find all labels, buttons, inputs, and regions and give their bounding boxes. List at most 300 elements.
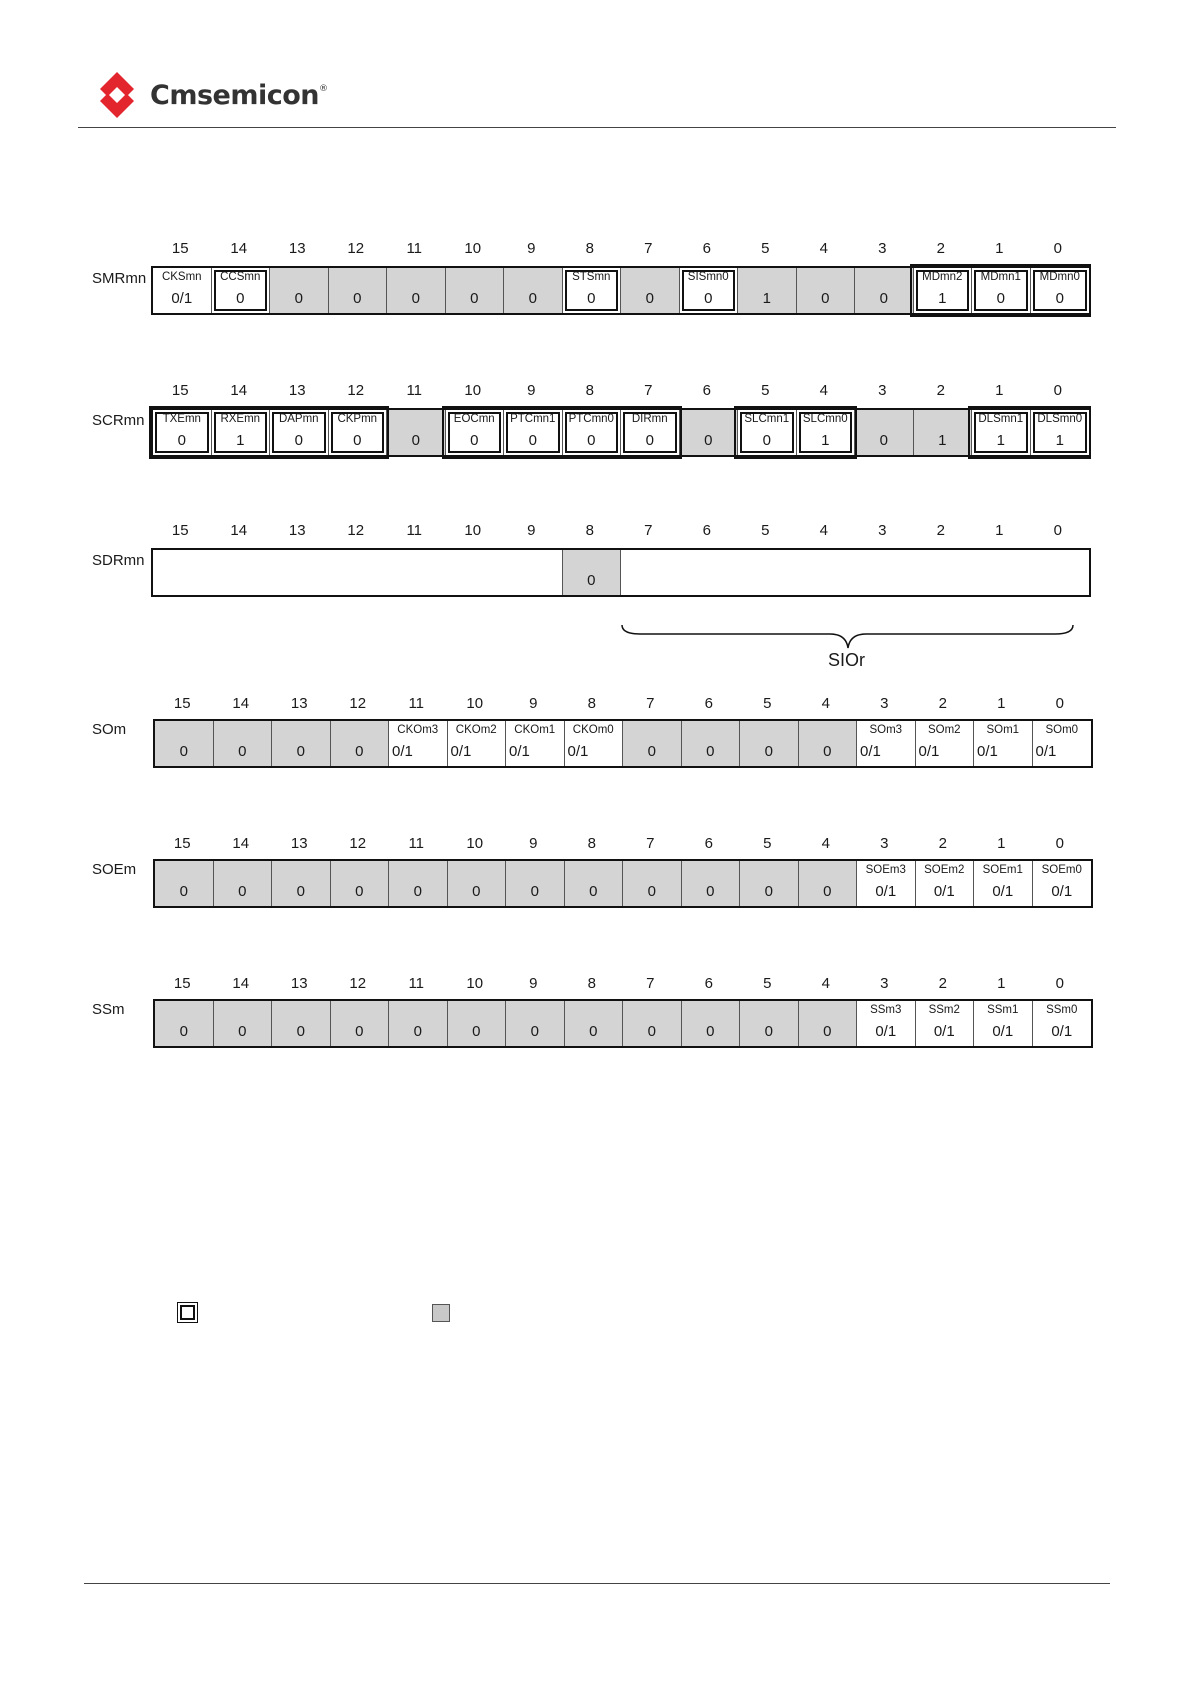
bit-number: 0 [1055,695,1064,712]
bit-value: 1 [1055,432,1064,449]
bit-value: 0/1 [567,743,589,760]
bit-som2 [916,721,975,766]
bit-value: 0 [1055,290,1064,307]
bit-ckpmn [329,410,388,455]
bit-value: 0/1 [1051,1023,1073,1040]
bit-number: 2 [936,240,945,257]
bit-number: 3 [878,382,887,399]
bit-value: 0 [177,432,186,449]
bit-number: 10 [466,975,484,992]
bit-reserved [331,861,390,906]
register-name: SOEm [92,861,137,878]
bit-reserved [387,268,446,313]
bit-label: STSmn [572,271,611,283]
bit-reserved [214,721,273,766]
bit-number: 7 [646,695,655,712]
bit-label: SLCmn1 [744,413,790,425]
bit-value: 0 [296,743,305,760]
bit-value: 0/1 [392,743,413,760]
bit-number: 10 [464,522,482,539]
bit-value: 0/1 [875,883,897,900]
bit-value: 0 [413,883,422,900]
bit-number: 7 [644,382,653,399]
bit-number: 3 [878,240,887,257]
bit-value: 0 [706,743,715,760]
bit-value: 0/1 [509,743,530,760]
bit-number: 5 [763,695,772,712]
bit-label: EOCmn [453,413,495,425]
bit-value: 0 [296,883,305,900]
bit-number: 7 [646,975,655,992]
bit-soem0 [1033,861,1092,906]
bit-sismn0 [680,268,739,313]
bit-value: 0 [238,1023,247,1040]
bit-value: 1 [821,432,830,449]
bit-reserved [504,268,563,313]
bit-number: 8 [587,835,596,852]
bit-number: 15 [173,835,191,852]
header-rule [78,127,1116,128]
bit-value: 0 [764,1023,773,1040]
bit-number: 0 [1053,240,1062,257]
bit-value: 0/1 [992,883,1014,900]
bit-label: CKPmn [337,413,378,425]
bit-label: DIRmn [631,413,668,425]
bit-label: CKOm1 [514,724,556,736]
bit-value: 0 [355,883,364,900]
bit-reserved [799,721,858,766]
bit-label: SOEm1 [982,864,1023,876]
bit-value: 0/1 [933,1023,955,1040]
bit-number: 6 [702,240,711,257]
register-name: SCRmn [92,412,145,429]
bit-value: 0/1 [171,290,193,307]
bit-reserved [329,268,388,313]
bit-number-row [151,382,1087,402]
bit-number: 1 [997,975,1006,992]
bit-number: 12 [347,522,365,539]
bit-value: 0 [823,743,832,760]
bit-value: 0 [704,432,713,449]
bit-number: 4 [819,240,828,257]
bit-number: 2 [938,975,947,992]
bit-number: 2 [938,695,947,712]
bit-cksmn [153,268,212,313]
bit-number: 11 [406,240,423,257]
bit-number: 3 [880,835,889,852]
bit-reserved [214,861,273,906]
bit-number: 6 [704,835,713,852]
bit-number: 4 [821,975,830,992]
bit-number: 9 [529,695,538,712]
brand-name: Cmsemicon® [150,80,328,111]
bit-reserved [682,861,741,906]
bit-value: 0/1 [450,743,472,760]
register-name: SSm [92,1001,125,1018]
bit-value: 0 [823,1023,832,1040]
bit-value: 0 [762,432,771,449]
bit-value: 0 [823,883,832,900]
bit-number: 8 [585,240,594,257]
bit-label: CKOm2 [455,724,497,736]
bit-number: 14 [232,695,250,712]
footer-rule [84,1583,1110,1584]
bit-number: 10 [466,835,484,852]
bit-reserved [855,410,914,455]
bit-number: 0 [1053,382,1062,399]
bit-reserved [623,721,682,766]
bit-value: 0 [179,1023,188,1040]
cmsemicon-logo-icon [92,70,142,120]
bit-value: 1 [762,290,771,307]
bit-rxemn [212,410,271,455]
bit-mdmn1 [972,268,1031,313]
bit-value: 0 [238,883,247,900]
bit-reserved [682,721,741,766]
bit-value: 0 [530,883,539,900]
legend-reserved-icon [432,1304,450,1322]
bit-number: 15 [171,240,189,257]
bit-reserved [448,861,507,906]
bit-som3 [857,721,916,766]
bit-value: 0 [472,883,481,900]
bit-number: 7 [644,240,653,257]
bit-value: 0 [413,1023,422,1040]
bit-reserved [506,861,565,906]
bit-number: 5 [763,975,772,992]
bit-value: 0 [879,432,888,449]
bit-value: 1 [996,432,1005,449]
bit-number: 3 [880,975,889,992]
bit-dlsmn1 [972,410,1031,455]
bit-value: 0 [411,432,420,449]
bit-number: 5 [763,835,772,852]
bit-number: 7 [644,522,653,539]
bit-label: SSm2 [928,1004,960,1016]
bit-ptcmn1 [504,410,563,455]
bit-reserved [272,1001,331,1046]
bit-value: 0 [706,883,715,900]
bit-txemn [153,410,212,455]
bit-number-row [153,835,1089,855]
bit-number: 1 [995,382,1004,399]
bit-label: DAPmn [278,413,319,425]
bit-value: 0 [411,290,420,307]
bit-label: MDmn0 [1039,271,1080,283]
bit-soem1 [974,861,1033,906]
bit-number: 9 [529,975,538,992]
bit-number: 15 [171,522,189,539]
bit-number: 8 [585,382,594,399]
bit-value: 0 [353,432,362,449]
bit-number: 12 [349,695,367,712]
bit-reserved [680,410,739,455]
bit-reserved [448,1001,507,1046]
bit-number: 9 [527,382,536,399]
bit-reserved [506,1001,565,1046]
bit-label: SOm3 [869,724,903,736]
bit-number: 15 [171,382,189,399]
bit-ssm2 [916,1001,975,1046]
bit-number: 15 [173,975,191,992]
bit-number: 1 [997,695,1006,712]
bit-value: 0 [764,883,773,900]
bit-label: SOEm3 [865,864,906,876]
bit-number: 1 [997,835,1006,852]
bit-number: 3 [878,522,887,539]
bit-label: PTCmn0 [568,413,614,425]
bit-value: 0 [472,1023,481,1040]
bit-ckom2 [448,721,507,766]
register-bit-row [153,999,1093,1048]
bit-value: 0 [706,1023,715,1040]
bit-reserved [565,861,624,906]
bit-reserved [740,721,799,766]
bit-label: SOEm0 [1041,864,1082,876]
bit-number: 10 [464,240,482,257]
bit-reserved [914,410,973,455]
register-name: SOm [92,721,127,738]
bit-label: SOm1 [986,724,1020,736]
register-som [0,695,1190,785]
bit-label: MDmn2 [922,271,963,283]
bit-number: 8 [587,695,596,712]
bit-number: 3 [880,695,889,712]
bit-value: 0/1 [992,1023,1014,1040]
bit-label: MDmn1 [980,271,1021,283]
bit-ckom3 [389,721,448,766]
sior-label: SIOr [828,650,866,670]
bit-value: 1 [938,432,947,449]
legend-bit-set-icon [177,1302,198,1323]
bit-eocmn [446,410,505,455]
sdr-upper-bits [153,550,563,595]
bit-label: SSm0 [1046,1004,1078,1016]
bit-number: 8 [587,975,596,992]
bit-value: 0 [589,883,598,900]
bit-label: DLSmn0 [1037,413,1083,425]
bit-label: CKSmn [161,271,202,283]
bit-reserved [797,268,856,313]
bit-label: SSm1 [987,1004,1019,1016]
bit-number: 13 [288,522,306,539]
bit-number: 12 [347,382,365,399]
bit-number: 9 [527,522,536,539]
bit-reserved [446,268,505,313]
bit-value: 0 [470,290,479,307]
bit-number: 15 [173,695,191,712]
bit-dirmn [621,410,680,455]
bit-reserved [272,721,331,766]
bit-number-row [151,522,1087,542]
bit-reserved [740,1001,799,1046]
bit-reserved [563,550,622,595]
bit-value: 0 [704,290,713,307]
page-header [0,0,1190,130]
bit-value: 0 [530,1023,539,1040]
bit-number: 8 [585,522,594,539]
bit-number: 11 [408,975,425,992]
bit-number: 6 [702,522,711,539]
bit-value: 0 [294,290,303,307]
bit-ckom0 [565,721,624,766]
bit-number: 6 [704,975,713,992]
bit-ssm3 [857,1001,916,1046]
bit-number: 4 [821,835,830,852]
bit-number: 13 [290,695,308,712]
bit-number-row [153,695,1089,715]
bit-ssm0 [1033,1001,1092,1046]
bit-value: 0 [589,1023,598,1040]
bit-number: 11 [408,695,425,712]
bit-number: 14 [232,975,250,992]
bit-number-row [153,975,1089,995]
bit-reserved [799,861,858,906]
bit-reserved [272,861,331,906]
bit-label: SOm0 [1045,724,1079,736]
register-ssm [0,975,1190,1065]
bit-number: 12 [349,835,367,852]
register-bit-row [151,266,1091,315]
bit-value: 0 [879,290,888,307]
bit-reserved [389,1001,448,1046]
bit-number: 1 [995,522,1004,539]
bit-value: 0 [821,290,830,307]
bit-value: 0/1 [977,743,998,760]
register-bit-row [153,719,1093,768]
bit-number: 11 [406,382,423,399]
bit-dapmn [270,410,329,455]
bit-value: 0 [355,743,364,760]
register-bit-row [151,408,1091,457]
bit-number: 12 [349,975,367,992]
bit-value: 0 [528,432,537,449]
bit-value: 0 [587,290,596,307]
bit-value: 0/1 [860,743,881,760]
register-name: SDRmn [92,552,145,569]
bit-value: 0 [236,290,245,307]
bit-reserved [565,1001,624,1046]
bit-number: 13 [290,835,308,852]
bit-som1 [974,721,1033,766]
bit-slcmn0 [797,410,856,455]
bit-ssm1 [974,1001,1033,1046]
bit-label: SLCmn0 [802,413,848,425]
bit-ptcmn0 [563,410,622,455]
bit-mdmn2 [914,268,973,313]
register-bit-row [151,548,1091,597]
bit-reserved [623,1001,682,1046]
register-bit-row [153,859,1093,908]
register-name: SMRmn [92,270,147,287]
bit-number: 2 [936,382,945,399]
bit-value: 0 [179,883,188,900]
bit-value: 0 [355,1023,364,1040]
bit-reserved [331,1001,390,1046]
bit-dlsmn0 [1031,410,1090,455]
bit-label: PTCmn1 [510,413,556,425]
bit-number: 10 [464,382,482,399]
bit-value: 0 [647,883,656,900]
bit-mdmn0 [1031,268,1090,313]
bit-reserved [738,268,797,313]
bit-value: 0/1 [1035,743,1057,760]
bit-reserved [387,410,446,455]
bit-value: 0 [470,432,479,449]
bit-number: 11 [408,835,425,852]
bit-value: 0 [528,290,537,307]
bit-value: 0 [647,1023,656,1040]
register-smrmn [0,240,1190,330]
bit-number: 13 [288,382,306,399]
bit-number: 14 [230,522,248,539]
bit-value: 0 [296,1023,305,1040]
bit-reserved [682,1001,741,1046]
bit-value: 0 [179,743,188,760]
bit-reserved [740,861,799,906]
bit-value: 0 [587,572,596,589]
bit-number: 1 [995,240,1004,257]
bit-number: 2 [938,835,947,852]
bit-value: 0/1 [875,1023,897,1040]
bit-value: 0 [645,290,654,307]
bit-number: 11 [406,522,423,539]
bit-value: 0/1 [1051,883,1073,900]
bit-value: 0/1 [933,883,955,900]
bit-value: 0 [764,743,773,760]
bit-label: CCSmn [220,271,261,283]
bit-number: 14 [230,382,248,399]
bit-reserved [155,861,214,906]
bit-number: 7 [646,835,655,852]
bit-reserved [621,268,680,313]
bit-number: 4 [821,695,830,712]
bit-value: 1 [938,290,947,307]
bit-number-row [151,240,1087,260]
bit-reserved [623,861,682,906]
bit-number: 12 [347,240,365,257]
bit-label: CKOm0 [572,724,614,736]
bit-number: 10 [466,695,484,712]
register-sdrmn [0,522,1190,612]
bit-label: DLSmn1 [978,413,1024,425]
sdr-sior-bits [621,550,1089,595]
bit-label: RXEmn [220,413,261,425]
bit-ckom1 [506,721,565,766]
bit-slcmn1 [738,410,797,455]
bit-label: SOm2 [927,724,961,736]
bit-value: 0 [238,743,247,760]
register-soem [0,835,1190,925]
bit-number: 13 [290,975,308,992]
bit-reserved [155,721,214,766]
bit-number: 14 [230,240,248,257]
bit-value: 0 [645,432,654,449]
bit-number: 14 [232,835,250,852]
bit-value: 0 [647,743,656,760]
bit-number: 13 [288,240,306,257]
bit-reserved [214,1001,273,1046]
bit-value: 0 [353,290,362,307]
bit-number: 2 [936,522,945,539]
bit-number: 6 [704,695,713,712]
bit-reserved [855,268,914,313]
bit-label: CKOm3 [397,724,439,736]
register-scrmn [0,382,1190,472]
bit-ccsmn [212,268,271,313]
bit-soem2 [916,861,975,906]
bit-soem3 [857,861,916,906]
